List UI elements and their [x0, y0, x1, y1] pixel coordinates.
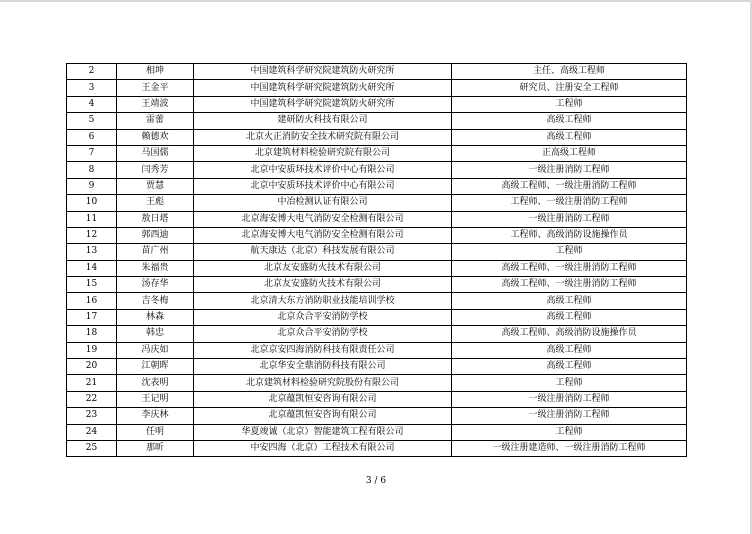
- page-number: 3 / 6: [365, 476, 387, 486]
- name-cell: 敖日塔: [117, 211, 194, 227]
- organization-cell: 中国建筑科学研究院建筑防火研究所: [194, 96, 452, 112]
- serial-number-cell: 20: [67, 359, 117, 375]
- table-row: [67, 342, 687, 358]
- name-cell: 王金平: [117, 80, 194, 96]
- title-cell: 高级工程师: [452, 293, 687, 309]
- organization-cell: 北京京安四海消防科技有限责任公司: [194, 342, 452, 358]
- organization-cell: 中国建筑科学研究院建筑防火研究所: [194, 64, 452, 80]
- title-cell: 高级工程师: [452, 309, 687, 325]
- serial-number-cell: 5: [67, 113, 117, 129]
- name-cell: 王靖波: [117, 96, 194, 112]
- name-cell: 赖德欢: [117, 129, 194, 145]
- organization-cell: 北京华安全鼎消防科技有限公司: [194, 359, 452, 375]
- organization-cell: 北京建筑材料检验研究院有限公司: [194, 145, 452, 161]
- title-cell: 高级工程师: [452, 113, 687, 129]
- organization-cell: 北京海安博大电气消防安全检测有限公司: [194, 227, 452, 243]
- serial-number-cell: 24: [67, 424, 117, 440]
- name-cell: 王记明: [117, 391, 194, 407]
- serial-number-cell: 14: [67, 260, 117, 276]
- organization-cell: 北京友安盛防火技术有限公司: [194, 277, 452, 293]
- serial-number-cell: 16: [67, 293, 117, 309]
- table-row: [67, 227, 687, 243]
- title-cell: 一级注册消防工程师: [452, 162, 687, 178]
- table-row: [67, 129, 687, 145]
- page-border-top: [0, 0, 752, 2]
- serial-number-cell: 25: [67, 440, 117, 456]
- serial-number-cell: 11: [67, 211, 117, 227]
- organization-cell: 北京火正消防安全技术研究院有限公司: [194, 129, 452, 145]
- table-row: [67, 64, 687, 80]
- name-cell: 苗广州: [117, 244, 194, 260]
- table-row: [67, 440, 687, 456]
- roster-table-body: [67, 64, 687, 457]
- organization-cell: 北京蕴凯恒安咨询有限公司: [194, 408, 452, 424]
- name-cell: 林森: [117, 309, 194, 325]
- title-cell: 工程师: [452, 244, 687, 260]
- expert-roster-table: [66, 63, 687, 457]
- title-cell: 一级注册消防工程师: [452, 408, 687, 424]
- title-cell: 一级注册建造师、一级注册消防工程师: [452, 440, 687, 456]
- title-cell: 高级工程师: [452, 129, 687, 145]
- table-row: [67, 145, 687, 161]
- table-row: [67, 162, 687, 178]
- name-cell: 沈表明: [117, 375, 194, 391]
- title-cell: 高级工程师、一级注册消防工程师: [452, 277, 687, 293]
- organization-cell: 北京中安质环技术评价中心有限公司: [194, 162, 452, 178]
- serial-number-cell: 3: [67, 80, 117, 96]
- title-cell: 工程师: [452, 96, 687, 112]
- organization-cell: 中冶检测认证有限公司: [194, 195, 452, 211]
- title-cell: 高级工程师、一级注册消防工程师: [452, 260, 687, 276]
- serial-number-cell: 15: [67, 277, 117, 293]
- organization-cell: 北京众合平安消防学校: [194, 326, 452, 342]
- table-row: [67, 96, 687, 112]
- name-cell: 吉冬梅: [117, 293, 194, 309]
- title-cell: 工程师、一级注册消防工程师: [452, 195, 687, 211]
- serial-number-cell: 2: [67, 64, 117, 80]
- table-row: [67, 391, 687, 407]
- name-cell: 任明: [117, 424, 194, 440]
- name-cell: 郭西迪: [117, 227, 194, 243]
- name-cell: 雷蕾: [117, 113, 194, 129]
- serial-number-cell: 19: [67, 342, 117, 358]
- title-cell: 一级注册消防工程师: [452, 211, 687, 227]
- organization-cell: 中安四海（北京）工程技术有限公司: [194, 440, 452, 456]
- name-cell: 贾慧: [117, 178, 194, 194]
- title-cell: 正高级工程师: [452, 145, 687, 161]
- organization-cell: 建研防火科技有限公司: [194, 113, 452, 129]
- table-row: [67, 244, 687, 260]
- serial-number-cell: 17: [67, 309, 117, 325]
- serial-number-cell: 6: [67, 129, 117, 145]
- organization-cell: 华夏竣诚（北京）智能建筑工程有限公司: [194, 424, 452, 440]
- name-cell: 闫秀芳: [117, 162, 194, 178]
- serial-number-cell: 13: [67, 244, 117, 260]
- title-cell: 一级注册消防工程师: [452, 391, 687, 407]
- name-cell: 冯庆如: [117, 342, 194, 358]
- table-row: [67, 211, 687, 227]
- title-cell: 高级工程师、一级注册消防工程师: [452, 178, 687, 194]
- title-cell: 高级工程师: [452, 342, 687, 358]
- serial-number-cell: 4: [67, 96, 117, 112]
- title-cell: 主任、高级工程师: [452, 64, 687, 80]
- organization-cell: 北京建筑材料检验研究院股份有限公司: [194, 375, 452, 391]
- organization-cell: 北京中安质环技术评价中心有限公司: [194, 178, 452, 194]
- table-row: [67, 293, 687, 309]
- table-row: [67, 309, 687, 325]
- table-row: [67, 113, 687, 129]
- table-row: [67, 260, 687, 276]
- serial-number-cell: 10: [67, 195, 117, 211]
- organization-cell: 中国建筑科学研究院建筑防火研究所: [194, 80, 452, 96]
- title-cell: 工程师、高级消防设施操作员: [452, 227, 687, 243]
- organization-cell: 北京众合平安消防学校: [194, 309, 452, 325]
- name-cell: 李庆林: [117, 408, 194, 424]
- organization-cell: 北京蕴凯恒安咨询有限公司: [194, 391, 452, 407]
- table-row: [67, 195, 687, 211]
- serial-number-cell: 23: [67, 408, 117, 424]
- title-cell: 工程师: [452, 424, 687, 440]
- table-row: [67, 359, 687, 375]
- serial-number-cell: 18: [67, 326, 117, 342]
- table-row: [67, 326, 687, 342]
- name-cell: 相坤: [117, 64, 194, 80]
- serial-number-cell: 12: [67, 227, 117, 243]
- organization-cell: 北京友安盛防火技术有限公司: [194, 260, 452, 276]
- name-cell: 王彪: [117, 195, 194, 211]
- title-cell: 研究员、注册安全工程师: [452, 80, 687, 96]
- name-cell: 韩忠: [117, 326, 194, 342]
- table-row: [67, 375, 687, 391]
- serial-number-cell: 8: [67, 162, 117, 178]
- name-cell: 那昕: [117, 440, 194, 456]
- name-cell: 朱福贵: [117, 260, 194, 276]
- name-cell: 汤存华: [117, 277, 194, 293]
- title-cell: 高级工程师: [452, 359, 687, 375]
- table-row: [67, 178, 687, 194]
- organization-cell: 北京海安博大电气消防安全检测有限公司: [194, 211, 452, 227]
- name-cell: 江朝晖: [117, 359, 194, 375]
- table-row: [67, 424, 687, 440]
- name-cell: 马国儒: [117, 145, 194, 161]
- serial-number-cell: 22: [67, 391, 117, 407]
- organization-cell: 航天康达（北京）科技发展有限公司: [194, 244, 452, 260]
- serial-number-cell: 21: [67, 375, 117, 391]
- organization-cell: 北京清大东方消防职业技能培训学校: [194, 293, 452, 309]
- table-row: [67, 277, 687, 293]
- title-cell: 高级工程师、高级消防设施操作员: [452, 326, 687, 342]
- serial-number-cell: 9: [67, 178, 117, 194]
- title-cell: 工程师: [452, 375, 687, 391]
- table-row: [67, 80, 687, 96]
- serial-number-cell: 7: [67, 145, 117, 161]
- table-row: [67, 408, 687, 424]
